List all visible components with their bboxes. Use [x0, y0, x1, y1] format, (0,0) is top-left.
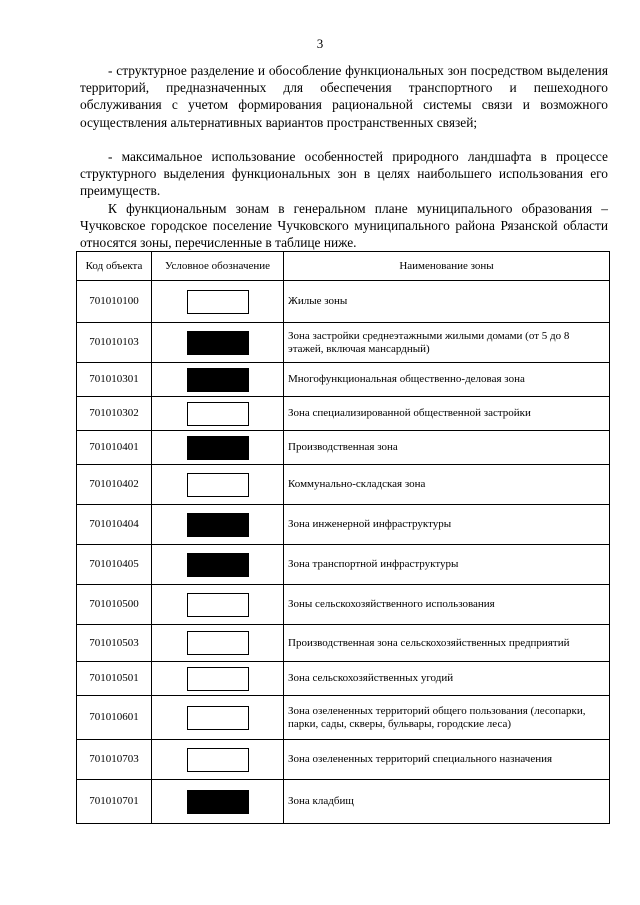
- object-code: 701010103: [77, 323, 152, 363]
- legend-swatch: [187, 631, 249, 655]
- object-code: 701010100: [77, 281, 152, 323]
- object-code: 701010500: [77, 585, 152, 625]
- zone-name: Зона озелененных территорий общего пользования (лесопарки, парки, сады, скверы, бульвары, городские леса): [284, 696, 610, 740]
- object-code: 701010405: [77, 545, 152, 585]
- paragraph-1: - структурное разделение и обособление функциональных зон посредством выделения территорий, предназначенных для обеспечения транспортного и пешеходного обслуживания с учетом формирования рациональной системы связи и возможного осуществления альтернативных вариантов пространственных связей;: [80, 63, 608, 130]
- table-row: [77, 397, 610, 431]
- legend-swatch: [187, 706, 249, 730]
- legend-cell: [152, 780, 284, 824]
- zone-name: Зоны сельскохозяйственного использования: [284, 585, 610, 625]
- zone-name: Зона кладбищ: [284, 780, 610, 824]
- object-code: 701010302: [77, 397, 152, 431]
- legend-swatch: [187, 553, 249, 577]
- table-row: [77, 662, 610, 696]
- legend-swatch: [187, 473, 249, 497]
- legend-cell: [152, 625, 284, 662]
- zone-name: Производственная зона: [284, 431, 610, 465]
- legend-swatch: [187, 667, 249, 691]
- legend-cell: [152, 545, 284, 585]
- zone-name: Зона озелененных территорий специального назначения: [284, 740, 610, 780]
- table-row: [77, 281, 610, 323]
- zone-name: Коммунально-складская зона: [284, 465, 610, 505]
- object-code: 701010601: [77, 696, 152, 740]
- object-code: 701010501: [77, 662, 152, 696]
- legend-cell: [152, 740, 284, 780]
- legend-swatch: [187, 513, 249, 537]
- page-number: 3: [316, 36, 324, 51]
- legend-swatch: [187, 436, 249, 460]
- legend-swatch: [187, 402, 249, 426]
- legend-swatch: [187, 368, 249, 392]
- legend-cell: [152, 505, 284, 545]
- object-code: 701010404: [77, 505, 152, 545]
- table-row: [77, 323, 610, 363]
- object-code: 701010402: [77, 465, 152, 505]
- paragraph-2: - максимальное использование особенностей природного ландшафта в процессе структурного выделения функциональных зон в целях наибольшего использования его преимуществ.: [80, 149, 608, 199]
- legend-cell: [152, 281, 284, 323]
- legend-cell: [152, 585, 284, 625]
- paragraph-3: К функциональным зонам в генеральном плане муниципального образования – Чучковское городское поселение Чучковского муниципального района Рязанской области относятся зоны, перечисленные в таблице ниже.: [80, 201, 608, 251]
- object-code: 701010401: [77, 431, 152, 465]
- zone-name: Жилые зоны: [284, 281, 610, 323]
- legend-cell: [152, 696, 284, 740]
- legend-cell: [152, 465, 284, 505]
- table-row: [77, 780, 610, 824]
- object-code: 701010701: [77, 780, 152, 824]
- header-zone: Наименование зоны: [284, 252, 610, 281]
- legend-cell: [152, 662, 284, 696]
- zone-name: Зона инженерной инфраструктуры: [284, 505, 610, 545]
- table-row: [77, 585, 610, 625]
- header-code: Код объекта: [77, 252, 152, 281]
- object-code: 701010703: [77, 740, 152, 780]
- table-row: [77, 505, 610, 545]
- header-legend: Условное обозначение: [152, 252, 284, 281]
- zone-name: Зона транспортной инфраструктуры: [284, 545, 610, 585]
- table-row: [77, 363, 610, 397]
- table-row: [77, 625, 610, 662]
- zone-name: Производственная зона сельскохозяйственных предприятий: [284, 625, 610, 662]
- legend-cell: [152, 323, 284, 363]
- table-header-row: [77, 252, 610, 281]
- zones-table: [76, 251, 610, 824]
- legend-swatch: [187, 748, 249, 772]
- table-row: [77, 740, 610, 780]
- legend-cell: [152, 397, 284, 431]
- table-row: [77, 696, 610, 740]
- legend-swatch: [187, 331, 249, 355]
- legend-swatch: [187, 290, 249, 314]
- legend-swatch: [187, 790, 249, 814]
- object-code: 701010301: [77, 363, 152, 397]
- legend-swatch: [187, 593, 249, 617]
- zone-name: Зона сельскохозяйственных угодий: [284, 662, 610, 696]
- zone-name: Зона специализированной общественной застройки: [284, 397, 610, 431]
- zone-name: Многофункциональная общественно-деловая зона: [284, 363, 610, 397]
- zone-name: Зона застройки среднеэтажными жилыми домами (от 5 до 8 этажей, включая мансардный): [284, 323, 610, 363]
- object-code: 701010503: [77, 625, 152, 662]
- legend-cell: [152, 363, 284, 397]
- legend-cell: [152, 431, 284, 465]
- table-row: [77, 465, 610, 505]
- table-row: [77, 431, 610, 465]
- table-row: [77, 545, 610, 585]
